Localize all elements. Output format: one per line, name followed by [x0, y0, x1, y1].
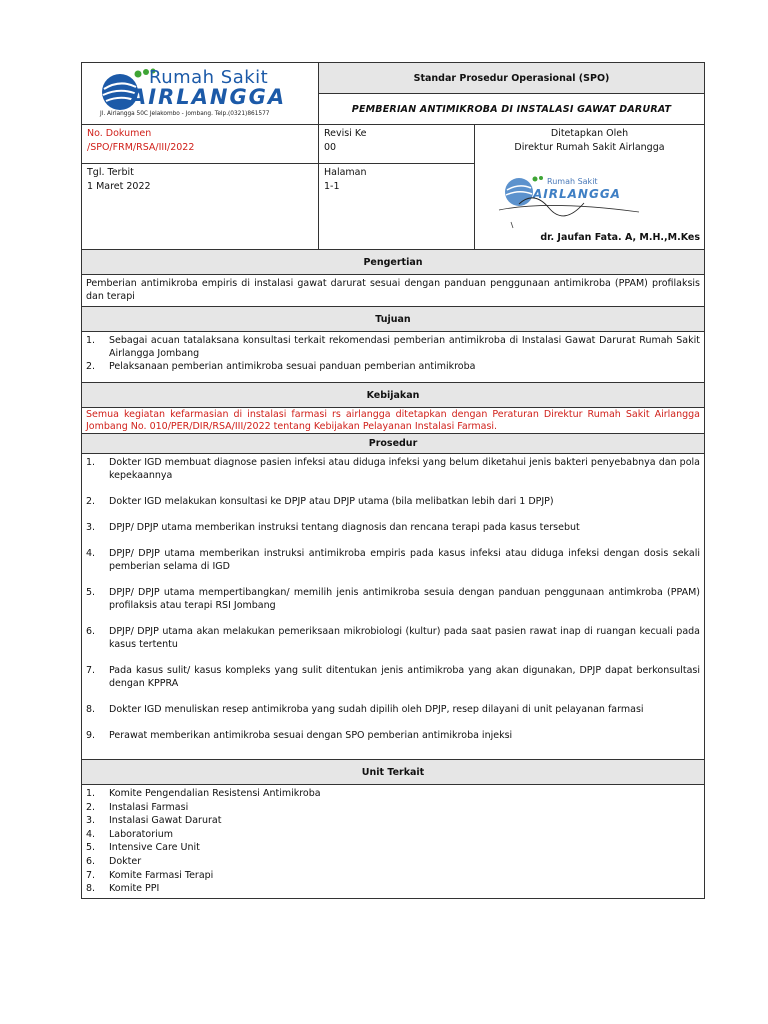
document-info: [82, 125, 704, 250]
list-text: Instalasi Farmasi: [109, 801, 189, 813]
prosedur-item: [86, 495, 700, 508]
list-text: Dokter IGD melakukan konsultasi ke DPJP atau DPJP utama (bila melibatkan lebih dari 1 DPJP): [109, 496, 554, 507]
prosedur-body: [82, 454, 704, 760]
prosedur-item: [86, 703, 700, 716]
list-number: 3.: [86, 815, 96, 827]
halaman-cell: [319, 164, 474, 249]
unit-terkait-list: [86, 787, 700, 896]
revisi-cell: [319, 125, 474, 163]
unit-terkait-item: [86, 841, 700, 855]
hospital-stamp-icon: [489, 170, 649, 230]
prosedur-item: [86, 521, 700, 534]
no-dokumen-cell: [82, 125, 319, 163]
ditetapkan-cell: [475, 125, 704, 249]
prosedur-item: [86, 586, 700, 612]
unit-terkait-item: [86, 787, 700, 801]
list-number: 8.: [86, 704, 96, 715]
hospital-address: Jl. Airlangga 50C Jelakombo - Jombang. Telp.(0321)861577: [100, 111, 270, 117]
list-text: Intensive Care Unit: [109, 842, 200, 854]
kebijakan-body: Semua kegiatan kefarmasian di instalasi farmasi rs airlangga ditetapkan dengan Peraturan Direktur Rumah Sakit Airlangga Jombang No. 010/PER/DIR/RSA/III/2022 tentang Kebijakan Pelayanan Instalasi Farmasi.: [82, 408, 704, 434]
unit-terkait-item: [86, 855, 700, 869]
list-text: Sebagai acuan tatalaksana konsultasi terkait rekomendasi pemberian antimikroba di Instalasi Gawat Darurat Rumah Sakit Airlangga Jombang: [109, 335, 700, 359]
prosedur-item: [86, 547, 700, 573]
unit-terkait-item: [86, 882, 700, 896]
list-number: 1.: [86, 788, 96, 799]
no-dokumen-label: No. Dokumen: [87, 128, 152, 139]
list-text: DPJP/ DPJP utama mempertibangkan/ memilih jenis antimikroba sesuia dengan panduan penggunaan antimkroba (PPAM) profilaksis atau terapi RSI Jombang: [109, 587, 700, 611]
prosedur-item: [86, 729, 700, 742]
list-number: 5.: [86, 842, 96, 854]
list-text: Instalasi Gawat Darurat: [109, 815, 222, 827]
tgl-terbit-label: Tgl. Terbit: [87, 167, 134, 178]
list-number: 6.: [86, 626, 96, 637]
pengertian-body: Pemberian antimikroba empiris di instalasi gawat darurat sesuai dengan panduan penggunaan antimikroba (PPAM) profilaksis dan terapi: [82, 275, 704, 307]
list-number: 1.: [86, 457, 96, 468]
list-number: 9.: [86, 730, 96, 741]
unit-terkait-item: [86, 801, 700, 815]
revisi-value: 00: [324, 142, 337, 153]
list-text: Pelaksanaan pemberian antimikroba sesuai panduan pemberian antimikroba: [109, 361, 476, 372]
prosedur-item: [86, 625, 700, 651]
tujuan-list: [86, 334, 700, 373]
list-text: Dokter IGD membuat diagnose pasien infeksi atau diduga infeksi yang belum diketahui jenis bakteri penyebabnya dan pola kepekaannya: [109, 457, 700, 481]
tgl-terbit-cell: [82, 164, 319, 249]
unit-terkait-item: [86, 869, 700, 883]
list-number: 8.: [86, 883, 96, 895]
list-text: Komite Pengendalian Resistensi Antimikroba: [109, 788, 321, 799]
list-text: DPJP/ DPJP utama akan melakukan pemeriksaan mikrobiologi (kultur) pada saat pasien rawat inap di ruangan kecuali pada kasus tertentu: [109, 626, 700, 650]
list-number: 5.: [86, 587, 96, 598]
hospital-logo-block: [82, 63, 319, 124]
logo-line1: Rumah Sakit: [149, 67, 269, 88]
list-number: 4.: [86, 548, 96, 559]
unit-terkait-item: [86, 814, 700, 828]
list-text: Perawat memberikan antimikroba sesuai dengan SPO pemberian antimikroba injeksi: [109, 730, 513, 741]
doc-title: PEMBERIAN ANTIMIKROBA DI INSTALASI GAWAT DARURAT: [351, 103, 672, 115]
svg-text:AIRLANGGA: AIRLANGGA: [533, 187, 621, 201]
list-text: Komite PPI: [109, 883, 160, 895]
unit-terkait-body: [82, 785, 704, 898]
signer-name: dr. Jaufan Fata. A, M.H.,M.Kes: [540, 232, 700, 243]
tujuan-heading: Tujuan: [82, 307, 704, 332]
document-header: [82, 63, 704, 125]
list-number: 2.: [86, 801, 96, 813]
prosedur-item: [86, 456, 700, 482]
list-number: 7.: [86, 869, 96, 881]
list-text: Dokter: [109, 855, 142, 867]
list-number: 2.: [86, 496, 96, 507]
list-text: Dokter IGD menuliskan resep antimikroba yang sudah dipilih oleh DPJP, resep dilayani di unit pelayanan farmasi: [109, 704, 644, 715]
halaman-value: 1-1: [324, 181, 340, 192]
ditetapkan-label: Ditetapkan Oleh: [550, 128, 629, 139]
list-number: 4.: [86, 828, 96, 840]
list-text: Pada kasus sulit/ kasus kompleks yang sulit ditentukan jenis antimikroba yang akan digunakan, DPJP dapat berkonsultasi dengan KPPRA: [109, 665, 700, 689]
pengertian-heading: Pengertian: [82, 250, 704, 275]
list-text: DPJP/ DPJP utama memberikan instruksi antimikroba empiris pada kasus infeksi atau diduga infeksi dengan dosis sekali pemberian selama di IGD: [109, 548, 700, 572]
list-number: 3.: [86, 522, 96, 533]
list-number: 6.: [86, 855, 96, 867]
revisi-label: Revisi Ke: [324, 128, 367, 139]
list-text: DPJP/ DPJP utama memberikan instruksi tentang diagnosis dan rencana terapi pada kasus tersebut: [109, 522, 580, 533]
ditetapkan-by: Direktur Rumah Sakit Airlangga: [514, 142, 665, 153]
title-block: [319, 63, 704, 124]
halaman-label: Halaman: [324, 167, 367, 178]
unit-terkait-item: [86, 828, 700, 842]
prosedur-list: [86, 456, 700, 742]
kebijakan-heading: Kebijakan: [82, 383, 704, 408]
tujuan-item: [86, 360, 700, 373]
list-number: 7.: [86, 665, 96, 676]
list-number: 1.: [86, 335, 96, 346]
tujuan-body: [82, 332, 704, 383]
tgl-terbit-value: 1 Maret 2022: [87, 181, 151, 192]
prosedur-heading: Prosedur: [82, 434, 704, 454]
list-text: Laboratorium: [109, 828, 174, 840]
logo-line2: AIRLANGGA: [130, 85, 287, 109]
prosedur-item: [86, 664, 700, 690]
list-text: Komite Farmasi Terapi: [109, 869, 214, 881]
no-dokumen-value: /SPO/FRM/RSA/III/2022: [87, 142, 195, 153]
svg-text:Rumah Sakit: Rumah Sakit: [547, 177, 598, 186]
doc-type: Standar Prosedur Operasional (SPO): [319, 63, 704, 94]
spo-document: [81, 62, 705, 899]
unit-terkait-heading: Unit Terkait: [82, 760, 704, 785]
tujuan-item: [86, 334, 700, 360]
list-number: 2.: [86, 361, 96, 372]
